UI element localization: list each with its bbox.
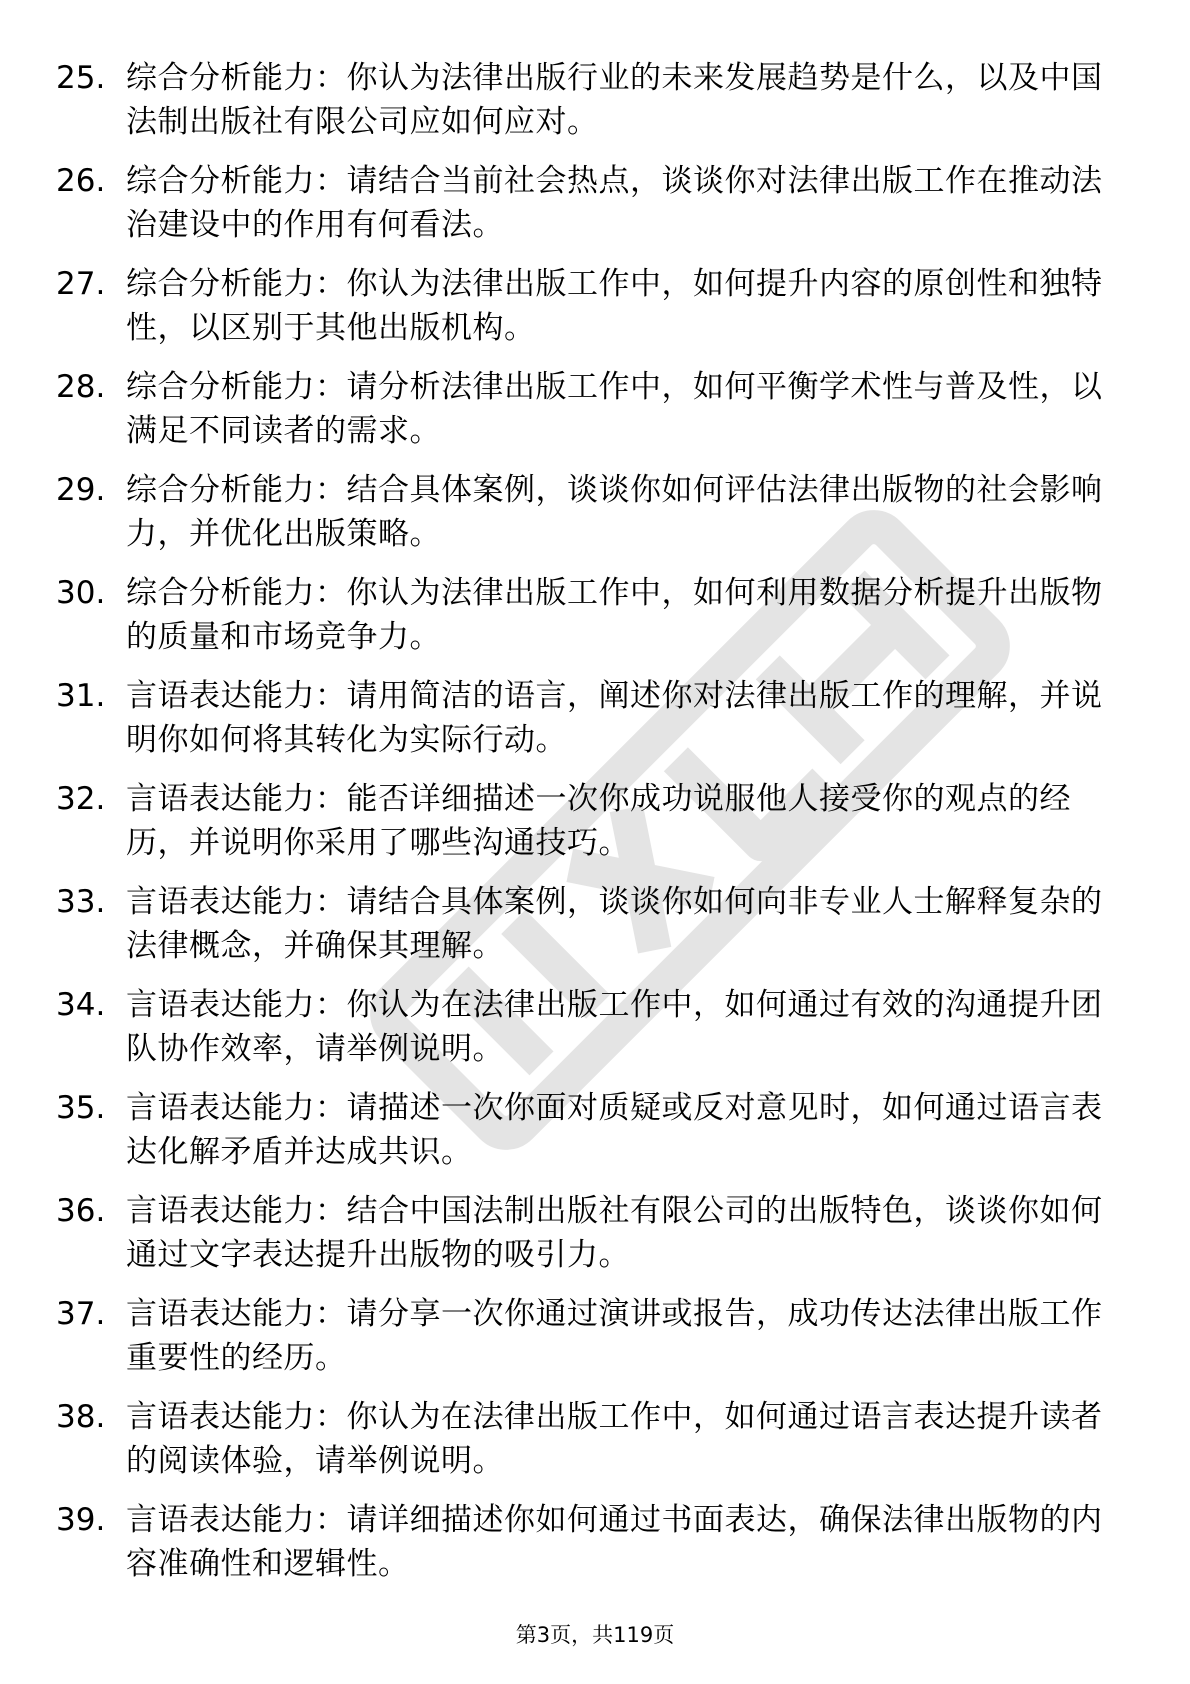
list-item: [0, 353, 1190, 456]
list-item: [0, 559, 1190, 662]
question-number: 35.: [56, 1090, 106, 1126]
question-text: 言语表达能力：能否详细描述一次你成功说服他人接受你的观点的经历，并说明你采用了哪些沟通技巧。: [126, 781, 1071, 861]
question-text: 言语表达能力：请详细描述你如何通过书面表达，确保法律出版物的内容准确性和逻辑性。: [126, 1502, 1103, 1582]
question-number: 25.: [56, 60, 106, 96]
list-item: [0, 44, 1190, 147]
question-number: 32.: [56, 781, 106, 817]
list-item: [0, 971, 1190, 1074]
question-number: 39.: [56, 1502, 106, 1538]
page-footer: [0, 1620, 1190, 1650]
question-text: 综合分析能力：你认为法律出版工作中，如何提升内容的原创性和独特性，以区别于其他出版机构。: [126, 266, 1103, 346]
question-number: 36.: [56, 1193, 106, 1229]
question-text: 综合分析能力：你认为法律出版工作中，如何利用数据分析提升出版物的质量和市场竞争力。: [126, 575, 1103, 655]
list-item: [0, 1383, 1190, 1486]
question-number: 28.: [56, 369, 106, 405]
question-list: [0, 44, 1190, 1589]
question-text: 综合分析能力：你认为法律出版行业的未来发展趋势是什么，以及中国法制出版社有限公司应如何应对。: [126, 60, 1103, 140]
page-number: 第3页，共119页: [515, 1623, 675, 1647]
question-text: 综合分析能力：请分析法律出版工作中，如何平衡学术性与普及性，以满足不同读者的需求。: [126, 369, 1103, 449]
list-item: [0, 147, 1190, 250]
question-number: 26.: [56, 163, 106, 199]
question-number: 34.: [56, 987, 106, 1023]
question-number: 38.: [56, 1399, 106, 1435]
list-item: [0, 765, 1190, 868]
question-text: 言语表达能力：请用简洁的语言，阐述你对法律出版工作的理解，并说明你如何将其转化为实际行动。: [126, 678, 1103, 758]
list-item: [0, 1074, 1190, 1177]
question-text: 综合分析能力：请结合当前社会热点，谈谈你对法律出版工作在推动法治建设中的作用有何看法。: [126, 163, 1103, 243]
question-text: 言语表达能力：请分享一次你通过演讲或报告，成功传达法律出版工作重要性的经历。: [126, 1296, 1103, 1376]
question-text: 言语表达能力：请结合具体案例，谈谈你如何向非专业人士解释复杂的法律概念，并确保其理解。: [126, 884, 1103, 964]
question-number: 37.: [56, 1296, 106, 1332]
list-item: [0, 1177, 1190, 1280]
list-item: [0, 868, 1190, 971]
question-number: 33.: [56, 884, 106, 920]
list-item: [0, 1486, 1190, 1589]
question-number: 27.: [56, 266, 106, 302]
question-number: 31.: [56, 678, 106, 714]
list-item: [0, 456, 1190, 559]
question-text: 综合分析能力：结合具体案例，谈谈你如何评估法律出版物的社会影响力，并优化出版策略。: [126, 472, 1103, 552]
question-text: 言语表达能力：请描述一次你面对质疑或反对意见时，如何通过语言表达化解矛盾并达成共识。: [126, 1090, 1103, 1170]
list-item: [0, 1280, 1190, 1383]
question-text: 言语表达能力：结合中国法制出版社有限公司的出版特色，谈谈你如何通过文字表达提升出版物的吸引力。: [126, 1193, 1103, 1273]
list-item: [0, 662, 1190, 765]
list-item: [0, 250, 1190, 353]
question-number: 29.: [56, 472, 106, 508]
question-text: 言语表达能力：你认为在法律出版工作中，如何通过有效的沟通提升团队协作效率，请举例说明。: [126, 987, 1103, 1067]
question-number: 30.: [56, 575, 106, 611]
question-text: 言语表达能力：你认为在法律出版工作中，如何通过语言表达提升读者的阅读体验，请举例说明。: [126, 1399, 1103, 1479]
